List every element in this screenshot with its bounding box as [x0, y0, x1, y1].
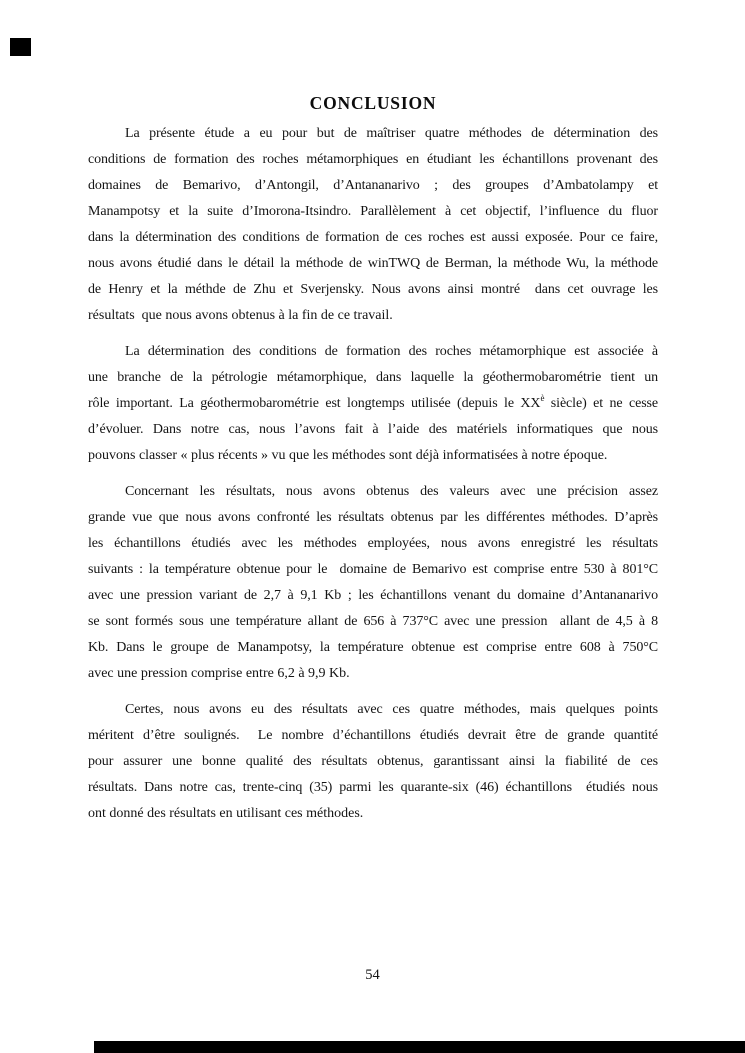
superscript-e: è	[540, 393, 545, 403]
text-line: les échantillons étudiés avec les méthodes employées, nous avons enregistré les résultats	[88, 536, 658, 551]
text-line: méritent d’être soulignés. Le nombre d’échantillons étudiés devrait être de grande quantité	[88, 728, 658, 743]
text-line: Kb. Dans le groupe de Manampotsy, la température obtenue est comprise entre 608 à 750°C	[88, 640, 658, 655]
text-segment: siècle) et ne cesse	[544, 396, 658, 411]
text-line: pouvons classer « plus récents » vu que les méthodes sont déjà informatisées à notre époque.	[88, 448, 608, 463]
paragraph-3	[88, 479, 658, 687]
scan-artifact-bottom-bar	[94, 1041, 745, 1053]
text-line: La présente étude a eu pour but de maîtriser quatre méthodes de détermination des	[125, 126, 658, 141]
scan-artifact-top-left	[10, 38, 31, 56]
text-line: nous avons étudié dans le détail la méthode de winTWQ de Berman, la méthode Wu, la méthode	[88, 256, 658, 271]
text-line: résultats. Dans notre cas, trente-cinq (35) parmi les quarante-six (46) échantillons étudiés nous	[88, 780, 658, 795]
page-number: 54	[365, 967, 380, 983]
text-line: se sont formés sous une température allant de 656 à 737°C avec une pression allant de 4,5 à 8	[88, 614, 658, 629]
paragraph-2	[88, 339, 658, 469]
text-line: La détermination des conditions de formation des roches métamorphique est associée à	[125, 344, 658, 359]
page-content	[0, 91, 745, 827]
paragraph-4	[88, 697, 658, 827]
text-segment: rôle important. La géothermobarométrie est longtemps utilisée (depuis le XX	[88, 396, 541, 411]
text-line: pour assurer une bonne qualité des résultats obtenus, garantissant ainsi la fiabilité de ces	[88, 754, 658, 769]
text-line: domaines de Bemarivo, d’Antongil, d’Antananarivo ; des groupes d’Ambatolampy et	[88, 178, 658, 193]
text-line: de Henry et la méthde de Zhu et Sverjensky. Nous avons ainsi montré dans cet ouvrage les	[88, 282, 658, 297]
text-line: résultats que nous avons obtenus à la fin de ce travail.	[88, 308, 393, 323]
text-line: avec une pression variant de 2,7 à 9,1 Kb ; les échantillons venant du domaine d’Antananarivo	[88, 588, 658, 603]
text-line: d’évoluer. Dans notre cas, nous l’avons fait à l’aide des matériels informatiques que nous	[88, 422, 658, 437]
text-line: dans la détermination des conditions de formation de ces roches est aussi exposée. Pour ce faire,	[88, 230, 658, 245]
text-line: une branche de la pétrologie métamorphique, dans laquelle la géothermobarométrie tient un	[88, 370, 658, 385]
paragraph-1	[88, 121, 658, 329]
text-line: ont donné des résultats en utilisant ces méthodes.	[88, 806, 364, 821]
text-line: avec une pression comprise entre 6,2 à 9,9 Kb.	[88, 666, 350, 681]
text-line	[88, 391, 658, 417]
text-line: conditions de formation des roches métamorphiques en étudiant les échantillons provenant des	[88, 152, 658, 167]
text-line: Manampotsy et la suite d’Imorona-Itsindro. Parallèlement à cet objectif, l’influence du fluor	[88, 204, 658, 219]
text-line: grande vue que nous avons confronté les résultats obtenus par les différentes méthodes. D’après	[88, 510, 658, 525]
page-title: CONCLUSION	[309, 93, 437, 113]
text-line: Certes, nous avons eu des résultats avec ces quatre méthodes, mais quelques points	[125, 702, 658, 717]
text-line: Concernant les résultats, nous avons obtenus des valeurs avec une précision assez	[125, 484, 658, 499]
text-line: suivants : la température obtenue pour le domaine de Bemarivo est comprise entre 530 à 801°C	[88, 562, 658, 577]
